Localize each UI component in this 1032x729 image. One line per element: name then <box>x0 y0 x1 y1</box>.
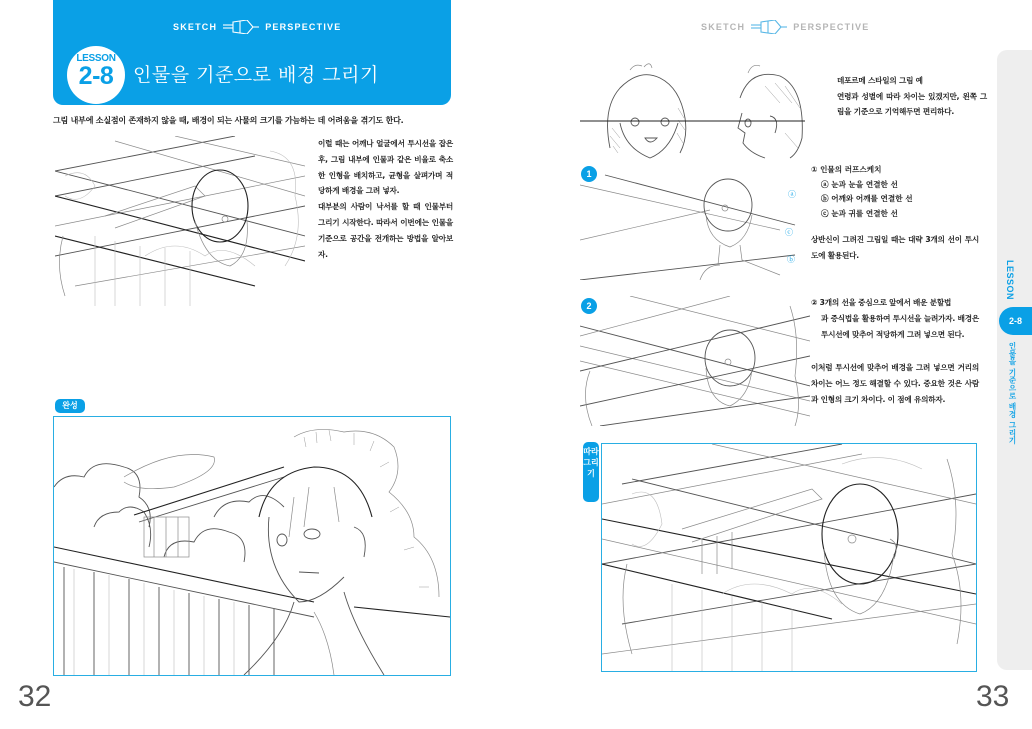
trace-practice-sketch <box>601 443 977 672</box>
marker-a: ⓐ <box>788 190 796 199</box>
lesson-label: LESSON <box>76 53 116 64</box>
step2-lead: ② 3개의 선을 중심으로 앞에서 배운 분할법 <box>811 298 952 307</box>
side-tab-lesson-number: 2-8 <box>999 307 1032 335</box>
body-paragraph: 대부분의 사람이 낙서를 할 때 인물부터 그리기 시작한다. 따라서 이번에는 인물을 기준으로 공간을 전개하는 방법을 알아보자. <box>318 202 453 259</box>
face-caption-body: 연령과 성별에 따라 차이는 있겠지만, 왼쪽 그림을 기준으로 기억해두면 편리하다. <box>837 91 987 116</box>
complete-tag: 완성 <box>55 399 85 413</box>
step2-text <box>811 295 979 342</box>
step1-item-c: ⓒ 눈과 귀를 연결한 선 <box>821 208 898 218</box>
right-page <box>516 0 1032 729</box>
brand-word-sketch: SKETCH <box>173 22 218 32</box>
face-caption <box>837 73 987 120</box>
brand-word-perspective: PERSPECTIVE <box>265 22 342 32</box>
trace-tag: 따라 그리기 <box>583 442 599 502</box>
step2-perspective-sketch <box>580 296 810 426</box>
step1-list <box>811 163 986 221</box>
step1-item-b: ⓑ 어깨와 어깨를 연결한 선 <box>821 194 913 203</box>
face-reference-sketch <box>580 58 805 163</box>
brand-word-sketch: SKETCH <box>701 22 746 32</box>
page-number-left: 32 <box>18 680 52 713</box>
body-paragraph: 이럴 때는 어깨나 얼굴에서 투시선을 잡은 후, 그림 내부에 인물과 같은 비율로 축소한 인형을 배치하고, 균형을 살펴가며 적당하게 배경을 그려 넣자. <box>318 139 453 196</box>
brand-mark <box>701 20 869 34</box>
intro-text: 그림 내부에 소실점이 존재하지 않을 때, 배경이 되는 사물의 크기를 가늠하는 데 어려움을 겪기도 한다. <box>53 116 404 125</box>
brand-word-perspective: PERSPECTIVE <box>793 22 870 32</box>
lesson-number-badge <box>67 46 125 104</box>
lesson-body-text <box>318 136 453 262</box>
step1-item-a: ⓐ 눈과 눈을 연결한 선 <box>821 179 898 189</box>
chapter-side-tab <box>997 50 1032 670</box>
brand-mark <box>173 20 341 34</box>
page-number-right: 33 <box>976 680 1010 713</box>
perspective-box-icon <box>751 20 787 34</box>
side-tab-lesson-label: LESSON <box>1005 260 1015 301</box>
perspective-sketch-rough <box>55 136 305 306</box>
marker-c: ⓒ <box>785 228 793 237</box>
lesson-number: 2-8 <box>78 62 114 90</box>
page-title: 인물을 기준으로 배경 그리기 <box>133 64 379 86</box>
marker-b: ⓑ <box>787 255 795 264</box>
step-2-badge: 2 <box>581 298 597 314</box>
step2-note: 이처럼 투시선에 맞추어 배경을 그려 넣으면 거리의 차이는 어느 정도 해결할 수 있다. 중요한 것은 사람과 인형의 크기 차이다. 이 점에 유의하자. <box>811 363 979 404</box>
step1-title: ① 인물의 러프스케치 <box>811 165 882 174</box>
step-1-badge: 1 <box>581 166 597 182</box>
completed-illustration <box>53 416 451 676</box>
side-tab-title: 인물을 기준으로 배경 그리기 <box>1008 342 1017 445</box>
step2-rest: 과 증식법을 활용하여 투시선을 늘려가자. 배경은 투시선에 맞추어 적당하게 그려 넣으면 된다. <box>821 313 979 339</box>
lesson-header-banner <box>53 0 451 105</box>
step1-note: 상반신이 그려진 그림일 때는 대략 3개의 선이 투시도에 활용된다. <box>811 235 979 260</box>
face-caption-title: 데포르메 스타일의 그림 예 <box>837 76 923 85</box>
step1-rough-sketch <box>580 165 810 280</box>
perspective-box-icon <box>223 20 259 34</box>
